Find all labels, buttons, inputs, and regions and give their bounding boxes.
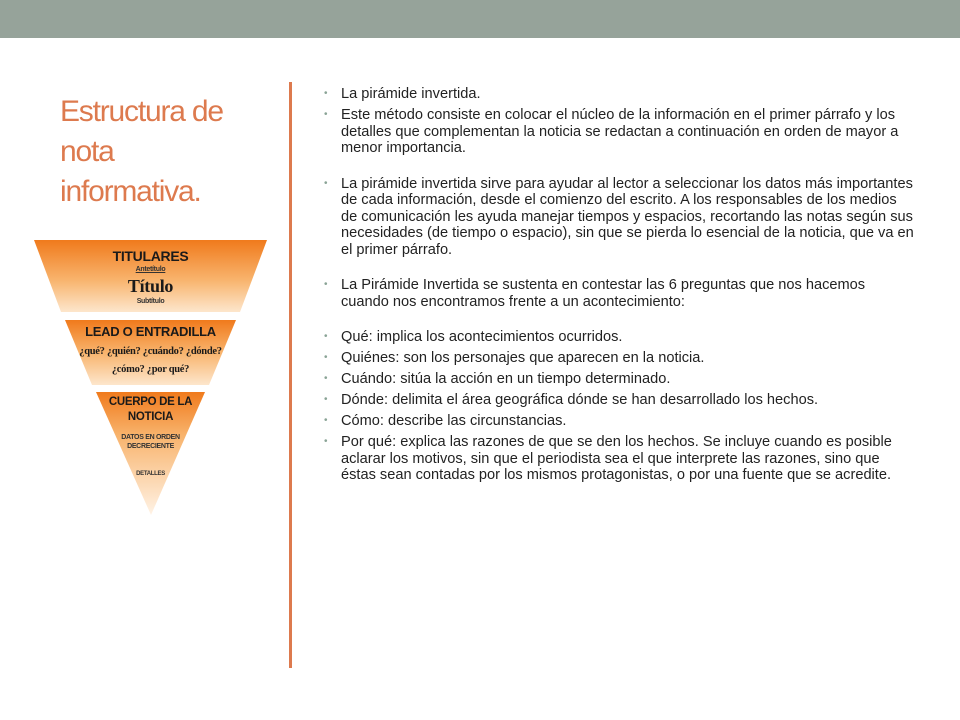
bullet-icon: • [324, 279, 328, 290]
bullet-icon: • [324, 352, 328, 363]
pyramid-lead-questions-2: ¿cómo? ¿por qué? [111, 364, 190, 375]
list-item: • La pirámide invertida. [324, 86, 481, 102]
bullet-icon: • [324, 109, 328, 120]
content-body [324, 86, 914, 488]
list-item: • La Pirámide Invertida se sustenta en contestar las 6 preguntas que nos hacemos cuando nos encontramos frente a un acontecimiento: [324, 277, 866, 310]
bullet-icon: • [324, 331, 328, 342]
pyramid-datos-orden: DATOS EN ORDEN [121, 434, 180, 441]
list-item: • La pirámide invertida sirve para ayudar al lector a seleccionar los datos más importantes de cada información, desde el comienzo del escrito. A los responsables de los medios de comunicación les ayuda manejar tiempos y espacios, recortando las notas según sus necesidades (de tiempo o espacio), sin que se pierda lo esencial de la noticia, que va en el primer párrafo. [324, 175, 914, 258]
vertical-divider [289, 82, 292, 668]
bullet-icon: • [324, 415, 328, 426]
bullet-list [324, 86, 914, 484]
pyramid-cuerpo-heading-2: NOTICIA [127, 411, 174, 423]
pyramid-decreciente: DECRECIENTE [127, 443, 174, 450]
list-item: • Dónde: delimita el área geográfica dónde se han desarrollado los hechos. [324, 392, 819, 408]
pyramid-titulares-heading: TITULARES [112, 248, 189, 264]
bullet-icon: • [324, 88, 328, 99]
list-item: • Qué: implica los acontecimientos ocurridos. [324, 329, 623, 345]
bullet-icon: • [324, 177, 328, 189]
top-bar [0, 0, 960, 38]
inverted-pyramid [34, 240, 267, 515]
list-item: • Este método consiste en colocar el núcleo de la información en el primer párrafo y los detalles que complementan la noticia se redactan a continuación en orden de mayor a menor importancia. [324, 107, 899, 156]
pyramid-antetitulo: Antetítulo [135, 266, 166, 273]
pyramid-lead-heading: LEAD O ENTRADILLA [85, 324, 216, 339]
list-item: • Quiénes: son los personajes que aparecen en la noticia. [324, 350, 705, 366]
slide-title: Estructura de nota informativa. [60, 95, 223, 208]
list-item: • Cómo: describe las circunstancias. [324, 413, 567, 429]
pyramid-cuerpo-heading-1: CUERPO DE LA [108, 396, 193, 408]
list-item: • Cuándo: sitúa la acción en un tiempo determinado. [324, 371, 671, 387]
bullet-icon: • [324, 436, 328, 447]
bullet-icon: • [324, 394, 328, 405]
pyramid-subtitulo: Subtítulo [136, 298, 165, 305]
bullet-icon: • [324, 373, 328, 384]
pyramid-titulo: Título [127, 276, 174, 296]
pyramid-lead-questions-1: ¿qué? ¿quién? ¿cuándo? ¿dónde? [79, 346, 222, 357]
pyramid-detalles: DETALLES [136, 471, 165, 477]
list-item: • Por qué: explica las razones de que se den los hechos. Se incluye cuando es posible aclarar los motivos, sin que el periodista sea el que interprete las razones, sino que éstas sean contadas por los mismos protagonistas, o por una fuente que se acredite. [324, 434, 892, 483]
